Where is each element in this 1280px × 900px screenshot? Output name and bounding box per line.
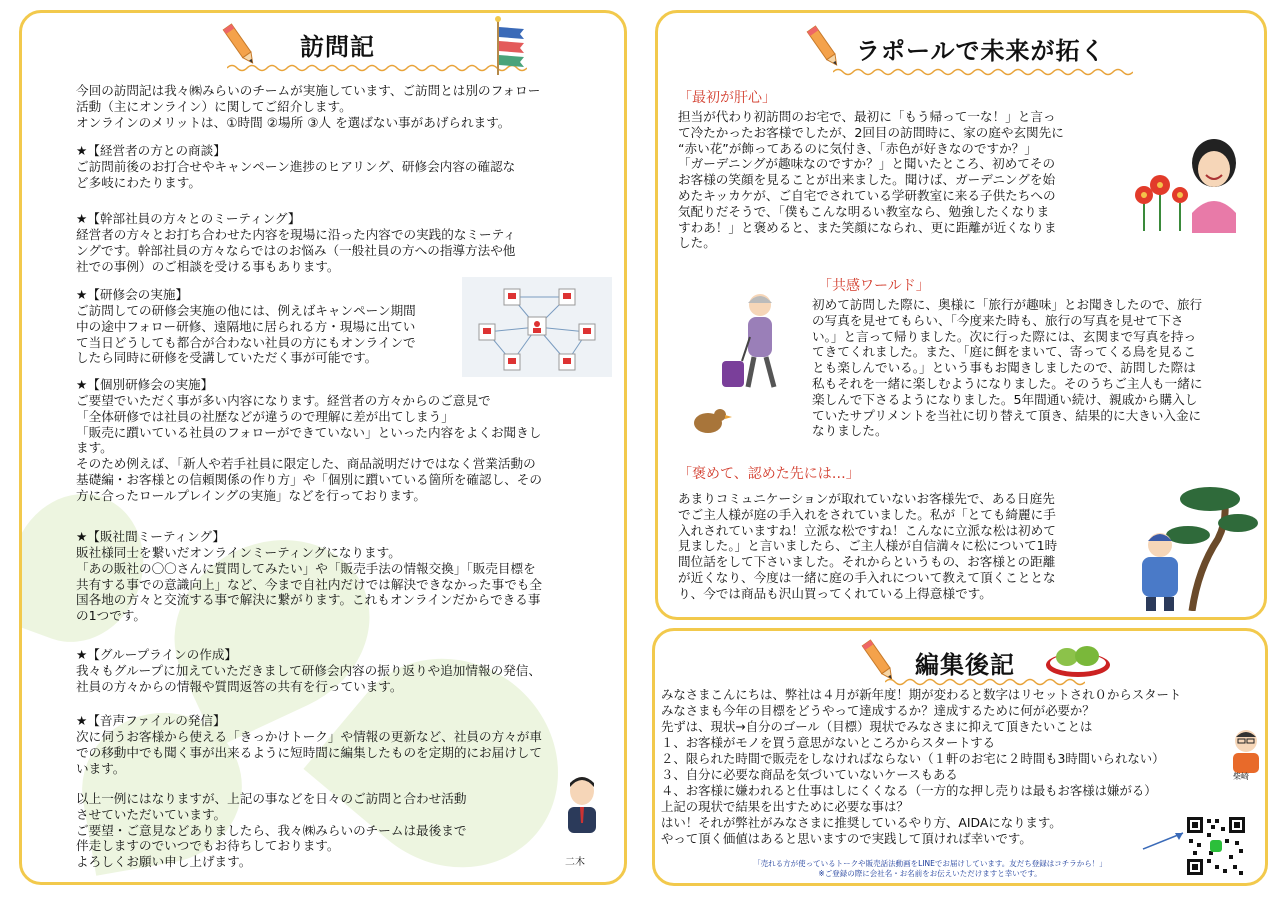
page-title: 訪問記	[300, 33, 375, 61]
section-heading: ★【幹部社員の方々とのミーティング】	[76, 211, 301, 226]
traveler-and-bird-illustration	[692, 289, 792, 449]
section-body: 経営者の方々とお打ち合わせた内容を現場に沿った内容での実践的なミーティ ングです。幹部社員の方々ならではのお悩み（一般社員の方への指導方法や他 社での事例）のご相談を受ける事もあります。	[76, 227, 516, 274]
author-signature: 二木	[565, 857, 585, 868]
carp-streamer-icon	[492, 15, 528, 77]
section-body: 我々もグループに加えていただきまして研修会内容の振り返りや追加情報の発信、 社員の方々からの情報や質問返答の共有を行っています。	[76, 663, 541, 694]
title-underline	[227, 63, 527, 73]
woman-with-flowers-illustration	[1132, 133, 1242, 233]
section-heading: ★【グループラインの作成】	[76, 647, 238, 662]
arrow-icon	[1139, 823, 1189, 853]
editor-avatar	[1229, 727, 1263, 773]
story-body: あまりコミュニケーションが取れていないお客様先で、ある日庭先 でご主人様が庭の手入れをされていました。私が「とても綺麗に手 入れされていますね！立派な松ですね！こんなに立派な松は初めて 見ました。」と言いましたら、ご主人様が自信満々に松について1時 間位話をして下さいました。それからというもの、お客様との距離 が近くなり、今度は一緒に庭の手入れについて教えて頂くこととな り、今では商品も沢山買ってくれている上得意様です。	[678, 491, 1058, 601]
section-body: 次に伺うお客様から使える「きっかけトーク」や情報の更新など、社員の方々が車 での移動中でも聞く事が出来るように短時間に編集したものを定期的にお届けして います。	[76, 729, 542, 776]
section-heading: ★【研修会の実施】	[76, 287, 189, 302]
section-title: ラポールで未来が拓く	[856, 37, 1106, 65]
line-registration-note: 「売れる方が使っているトークや販売話法動画をLINEでお届けしています。友だち登録はコチラから！」 ※ご登録の際に会社名・お名前をお伝えいただけますと幸いです。	[753, 859, 1107, 878]
story-heading: 「最初が肝心」	[678, 90, 776, 106]
editor-signature: 柴崎	[1233, 772, 1249, 781]
sakura-mochi-illustration	[1045, 637, 1111, 679]
line-qr-code[interactable]	[1185, 815, 1247, 877]
story-body: 初めて訪問した際に、奥様に「旅行が趣味」とお聞きしたので、旅行 の写真を見せてもらい、「今度来た時も、旅行の写真を見せて下さ い。」と言って帰りました。次に行った際には、玄関まで写真を持っ てきてくれました。また、「庭に餌をまいて、寄ってくる鳥を見るこ とも楽しんでいる。」という事もお聞きしましたので、訪問した際は 私もそれを一緒に楽しむようになりました。そのうちご主人も一緒に 楽しんで下さるようになりました。5年間通い続け、親戚から購入し ていたサプリメントを当社に切り替えて頂き、結果的に大きい入金に なりました。	[812, 297, 1203, 439]
section-body: ご訪問しての研修会実施の他には、例えばキャンペーン期間 中の途中フォロー研修、遠隔地に居られる方・現場に出てい て当日どうしても都合が合わない社員の方にもオンラインで したら同時に研修を受講していただく事が可能です。	[76, 303, 416, 366]
section-body: ご訪問前後のお打合せやキャンペーン進捗のヒアリング、研修会内容の確認な ど多岐にわたります。	[76, 159, 516, 190]
intro-text: 今回の訪問記は我々㈱みらいのチームが実施しています、ご訪問とは別のフォロー 活動（主にオンライン）に関してご紹介します。 オンラインのメリットは、①時間 ②場所 ③人 を選ばない事があげられます。	[76, 83, 541, 130]
title-underline	[833, 67, 1133, 77]
section-body: 販社様同士を繋いだオンラインミーティングになります。 「あの販社の〇〇さんに質問してみたい」や「販売手法の情報交換」「販売目標を 共有する事での意識向上」など、今まで自社内だけでは解決できなかった事でも全 国各地の方々と交流する事で解決に繋がります。これもオンラインだからできる事 の1つです。	[76, 545, 542, 624]
visit-report-panel	[19, 10, 627, 885]
story-heading: 「褒めて、認めた先には…」	[678, 466, 860, 482]
editors-note-panel	[652, 628, 1268, 886]
story-heading: 「共感ワールド」	[818, 278, 930, 294]
online-network-illustration	[462, 277, 612, 377]
editors-note-body: みなさまこんにちは、弊社は４月が新年度！期が変わると数字はリセットされ０からスタート みなさまも今年の目標をどうやって達成するか？達成するために何が必要か？ 先ずは、現状→自分のゴール（目標）現状でみなさまに抑えて頂きたいことは １、お客様がモノを買う意思がないところからスタートする ２、限られた時間で販売をしなければならない（１軒のお宅に２時間も3時間いられない） ３、自分に必要な商品を気づいていないケースもある ４、お客様に嫌われると仕事はしにくくなる（一方的な押し売りは最もお客様は嫌がる） 上記の現状で結果を出すために必要な事は？ はい！それが弊社がみなさまに推奨しているやり方、AIDAになります。 やって頂く価値はあると思いますので実践して頂ければ幸いです。	[661, 687, 1182, 846]
pencil-icon	[806, 23, 842, 71]
pencil-icon	[222, 21, 258, 69]
section-heading: ★【経営者の方との商談】	[76, 143, 226, 158]
man-and-pine-tree-illustration	[1128, 479, 1258, 611]
section-heading: ★【個別研修会の実施】	[76, 377, 214, 392]
author-avatar	[562, 775, 602, 835]
section-heading: ★【販社間ミーティング】	[76, 529, 225, 544]
rapport-panel	[655, 10, 1267, 620]
story-body: 担当が代わり初訪問のお宅で、最初に「もう帰って一な！」と言っ て冷たかったお客様でしたが、2回目の訪問時に、家の庭や玄関先に “赤い花”が飾ってあるのに気付き、「赤色が好きなのですか？」 「ガーデニングが趣味なのですか？」と聞いたところ、初めてその お客様の笑顔を見ることが出来ました。聞けば、ガーデニングを始 めたキッカケが、ご自宅でされている学研教室に来る子供たちへの 気配りだそうで、「僕もこんな明るい教室なら、勉強したくなりま すわあ！」と褒めると、また笑顔になられ、更に距離が近くなりま した。	[678, 109, 1064, 251]
section-heading: ★【音声ファイルの発信】	[76, 713, 226, 728]
section-title: 編集後記	[915, 651, 1015, 679]
closing-text: 以上一例にはなりますが、上記の事などを日々のご訪問と合わせ活動 させていただいています。 ご要望・ご意見などありましたら、我々㈱みらいのチームは最後まで 伴走しますのでいつでもお待ちしております。 よろしくお願い申し上げます。	[76, 791, 467, 870]
section-body: ご要望でいただく事が多い内容になります。経営者の方々からのご意見で 「全体研修では社員の社歴などが違うので理解に差が出てしまう」 「販売に躓いている社員のフォローができていない」といった内容をよくお聞きし ます。 そのため例えば、「新人や若手社員に限定した、商品説明だけではなく営業活動の 基礎編・お客様との信頼関係の作り方」や「個別に躓いている箇所を確認し、その 方に合ったロールプレイングの実施」などを行っております。	[76, 393, 542, 503]
